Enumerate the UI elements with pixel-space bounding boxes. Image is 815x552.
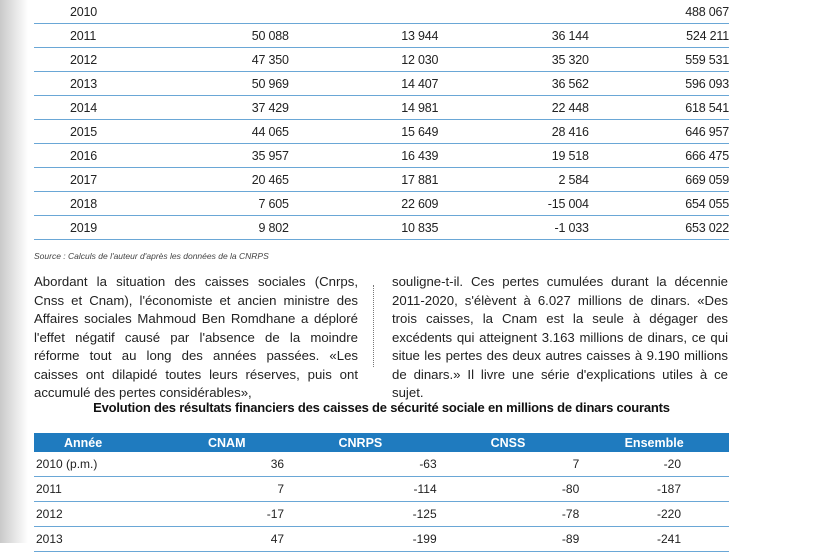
header-annee: Année (34, 433, 169, 452)
year-cell: 2018 (34, 192, 184, 216)
value-cell: 669 059 (589, 168, 729, 192)
value-cell: -80 (437, 477, 580, 502)
value-cell: -1 033 (438, 216, 588, 240)
article-paragraph-right: souligne-t-il. Ces pertes cumulées durant la décennie 2011-2020, s'élèvent à 6.027 millions de dinars. «Des trois caisses, la Cnam est la seule à dégager des excédents qui atteignent 3.163 millions de dinars, ce qui situe les pertes des deux autres caisses à 9.190 millions de dinars.» Il livre une série d'explications utiles à ce sujet. (392, 274, 728, 400)
value-cell: 14 981 (289, 96, 439, 120)
value-cell: 14 407 (289, 72, 439, 96)
value-cell: -89 (437, 527, 580, 552)
table-header-row (34, 433, 729, 452)
value-cell: 20 465 (184, 168, 288, 192)
value-cell: -63 (284, 452, 437, 477)
table-row (34, 0, 729, 24)
value-cell: 19 518 (438, 144, 588, 168)
value-cell: 2 584 (438, 168, 588, 192)
value-cell: 36 562 (438, 72, 588, 96)
value-cell: 16 439 (289, 144, 439, 168)
value-cell: 12 030 (289, 48, 439, 72)
value-cell: 666 475 (589, 144, 729, 168)
value-cell: 13 944 (289, 24, 439, 48)
table-row (34, 452, 729, 477)
value-cell: 653 022 (589, 216, 729, 240)
value-cell: 559 531 (589, 48, 729, 72)
results-table-title: Evolution des résultats financiers des caisses de sécurité sociale en millions de dinars courants (93, 400, 670, 415)
year-cell: 2017 (34, 168, 184, 192)
year-cell: 2016 (34, 144, 184, 168)
table-row (34, 527, 729, 552)
table-row (34, 120, 729, 144)
value-cell: 50 969 (184, 72, 288, 96)
table-row (34, 96, 729, 120)
value-cell: 646 957 (589, 120, 729, 144)
year-cell: 2013 (34, 72, 184, 96)
value-cell: 7 (169, 477, 284, 502)
value-cell: 7 (437, 452, 580, 477)
value-cell: 488 067 (589, 0, 729, 24)
value-cell: 35 957 (184, 144, 288, 168)
value-cell: -78 (437, 502, 580, 527)
table-row (34, 477, 729, 502)
value-cell: 15 649 (289, 120, 439, 144)
table-row (34, 502, 729, 527)
table-row (34, 192, 729, 216)
table-row (34, 144, 729, 168)
value-cell: 596 093 (589, 72, 729, 96)
year-cell: 2010 (p.m.) (34, 452, 169, 477)
value-cell: -20 (579, 452, 729, 477)
value-cell: 524 211 (589, 24, 729, 48)
value-cell: 10 835 (289, 216, 439, 240)
value-cell: -17 (169, 502, 284, 527)
value-cell: -220 (579, 502, 729, 527)
financial-results-table (34, 433, 729, 552)
column-separator (373, 285, 375, 367)
value-cell: 17 881 (289, 168, 439, 192)
value-cell: 654 055 (589, 192, 729, 216)
value-cell: 35 320 (438, 48, 588, 72)
year-cell: 2013 (34, 527, 169, 552)
value-cell: -241 (579, 527, 729, 552)
value-cell: 22 448 (438, 96, 588, 120)
table-row (34, 24, 729, 48)
year-cell: 2011 (34, 477, 169, 502)
year-cell: 2019 (34, 216, 184, 240)
value-cell: 618 541 (589, 96, 729, 120)
value-cell: 37 429 (184, 96, 288, 120)
value-cell: 28 416 (438, 120, 588, 144)
value-cell (438, 0, 588, 24)
header-cnam: CNAM (169, 433, 284, 452)
article-paragraph-left: Abordant la situation des caisses sociales (Cnrps, Cnss et Cnam), l'économiste et ancien ministre des Affaires sociales Mahmoud Ben Romdhane a déploré l'effet négatif causé par l'absence de la moindre réforme tout au long des années passées. «Les caisses ont dilapidé toutes leurs réserves, puis ont accumulé des pertes considérables», (34, 274, 358, 400)
table-row (34, 216, 729, 240)
value-cell: 47 350 (184, 48, 288, 72)
year-cell: 2012 (34, 48, 184, 72)
value-cell (289, 0, 439, 24)
value-cell: 9 802 (184, 216, 288, 240)
value-cell: -199 (284, 527, 437, 552)
value-cell: 36 144 (438, 24, 588, 48)
year-cell: 2012 (34, 502, 169, 527)
value-cell: 36 (169, 452, 284, 477)
value-cell: 47 (169, 527, 284, 552)
header-ensemble: Ensemble (579, 433, 729, 452)
table-row (34, 72, 729, 96)
header-cnrps: CNRPS (284, 433, 437, 452)
year-cell: 2014 (34, 96, 184, 120)
value-cell: -114 (284, 477, 437, 502)
year-cell: 2011 (34, 24, 184, 48)
value-cell (184, 0, 288, 24)
header-cnss: CNSS (437, 433, 580, 452)
reserves-table (34, 0, 729, 240)
table-row (34, 48, 729, 72)
value-cell: 22 609 (289, 192, 439, 216)
year-cell: 2010 (34, 0, 184, 24)
value-cell: 44 065 (184, 120, 288, 144)
value-cell: -187 (579, 477, 729, 502)
year-cell: 2015 (34, 120, 184, 144)
value-cell: 7 605 (184, 192, 288, 216)
scan-edge-shadow (0, 0, 28, 543)
article-column-right (392, 273, 728, 403)
value-cell: 50 088 (184, 24, 288, 48)
article-column-left (34, 273, 358, 403)
value-cell: -125 (284, 502, 437, 527)
table-row (34, 168, 729, 192)
value-cell: -15 004 (438, 192, 588, 216)
table-source-note: Source : Calculs de l'auteur d'après les données de la CNRPS (34, 251, 269, 261)
